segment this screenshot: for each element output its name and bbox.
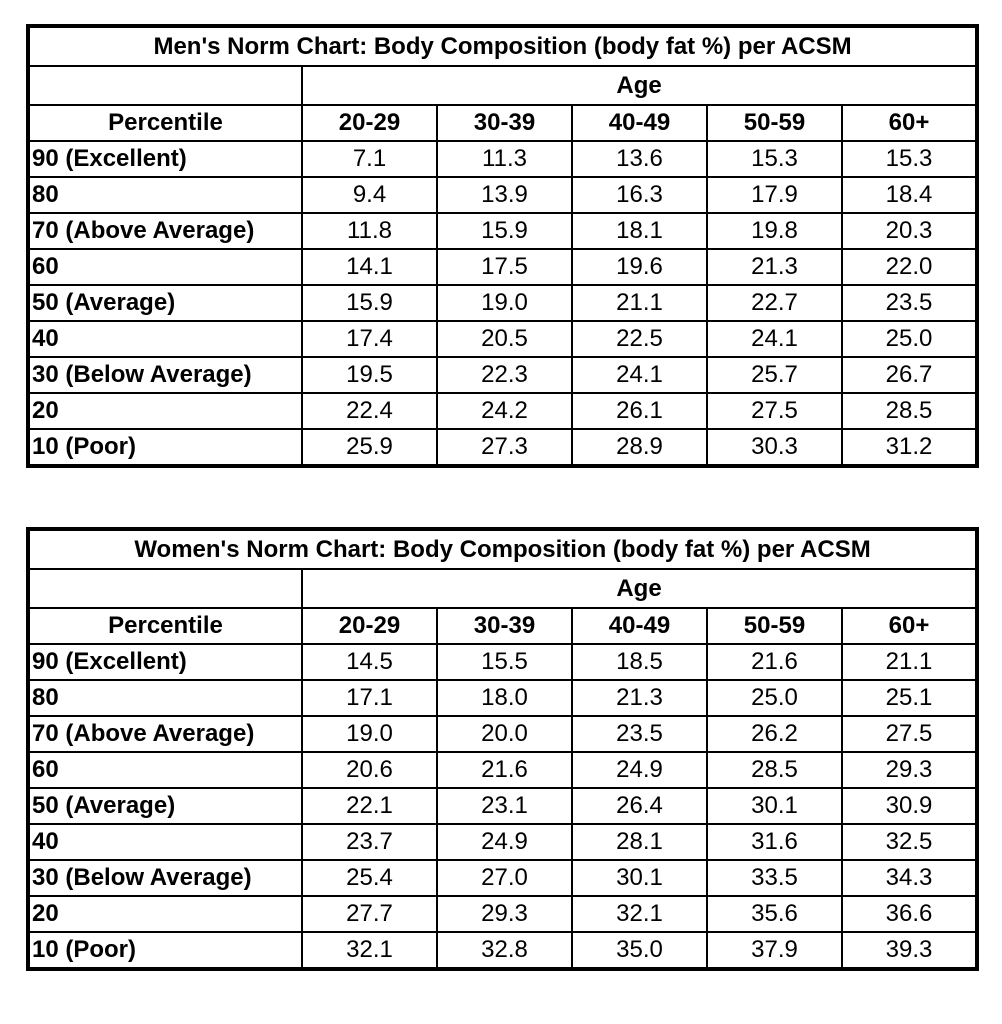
body-fat-value-cell: 22.5: [572, 321, 707, 357]
percentile-cell: 50 (Average): [28, 788, 302, 824]
table-row: [28, 896, 977, 932]
body-fat-value-cell: 15.5: [437, 644, 572, 680]
body-fat-value-cell: 29.3: [437, 896, 572, 932]
body-fat-value-cell: 33.5: [707, 860, 842, 896]
body-fat-value-cell: 19.6: [572, 249, 707, 285]
body-fat-value-cell: 24.9: [437, 824, 572, 860]
body-fat-value-cell: 25.1: [842, 680, 977, 716]
body-fat-value-cell: 24.9: [572, 752, 707, 788]
body-fat-value-cell: 17.1: [302, 680, 437, 716]
body-fat-value-cell: 21.6: [437, 752, 572, 788]
table-row: [28, 249, 977, 285]
percentile-cell: 50 (Average): [28, 285, 302, 321]
table-row: [28, 932, 977, 969]
body-fat-value-cell: 18.0: [437, 680, 572, 716]
body-fat-value-cell: 11.8: [302, 213, 437, 249]
women-age-group-header: 40-49: [572, 608, 707, 644]
body-fat-value-cell: 22.3: [437, 357, 572, 393]
body-fat-value-cell: 23.5: [842, 285, 977, 321]
body-fat-value-cell: 39.3: [842, 932, 977, 969]
body-fat-value-cell: 19.0: [302, 716, 437, 752]
women-table-body: [28, 529, 977, 969]
body-fat-value-cell: 25.0: [707, 680, 842, 716]
body-fat-value-cell: 27.5: [707, 393, 842, 429]
percentile-cell: 70 (Above Average): [28, 213, 302, 249]
body-fat-value-cell: 24.1: [572, 357, 707, 393]
body-fat-value-cell: 27.0: [437, 860, 572, 896]
body-fat-value-cell: 20.6: [302, 752, 437, 788]
table-row: [28, 357, 977, 393]
table-row: [28, 177, 977, 213]
women-table-title: Women's Norm Chart: Body Composition (body fat %) per ACSM: [28, 529, 977, 569]
body-fat-value-cell: 18.1: [572, 213, 707, 249]
men-age-group-header: 30-39: [437, 105, 572, 141]
body-fat-value-cell: 14.5: [302, 644, 437, 680]
body-fat-value-cell: 32.1: [572, 896, 707, 932]
percentile-cell: 10 (Poor): [28, 932, 302, 969]
body-fat-value-cell: 30.3: [707, 429, 842, 466]
men-age-group-header: 50-59: [707, 105, 842, 141]
body-fat-value-cell: 32.1: [302, 932, 437, 969]
men-table-body: [28, 26, 977, 466]
body-fat-value-cell: 13.9: [437, 177, 572, 213]
body-fat-value-cell: 25.4: [302, 860, 437, 896]
percentile-cell: 10 (Poor): [28, 429, 302, 466]
body-fat-value-cell: 21.6: [707, 644, 842, 680]
table-row: [28, 213, 977, 249]
percentile-cell: 70 (Above Average): [28, 716, 302, 752]
body-fat-value-cell: 17.5: [437, 249, 572, 285]
table-row: [28, 716, 977, 752]
body-fat-value-cell: 19.5: [302, 357, 437, 393]
percentile-cell: 20: [28, 393, 302, 429]
body-fat-value-cell: 9.4: [302, 177, 437, 213]
body-fat-value-cell: 32.5: [842, 824, 977, 860]
body-fat-value-cell: 29.3: [842, 752, 977, 788]
body-fat-value-cell: 18.5: [572, 644, 707, 680]
women-percentile-header: Percentile: [28, 608, 302, 644]
body-fat-value-cell: 11.3: [437, 141, 572, 177]
body-fat-value-cell: 26.4: [572, 788, 707, 824]
men-age-group-header: 60+: [842, 105, 977, 141]
body-fat-value-cell: 22.1: [302, 788, 437, 824]
body-fat-value-cell: 19.0: [437, 285, 572, 321]
table-row: [28, 680, 977, 716]
body-fat-value-cell: 15.3: [842, 141, 977, 177]
body-fat-value-cell: 21.1: [842, 644, 977, 680]
body-fat-value-cell: 34.3: [842, 860, 977, 896]
percentile-cell: 90 (Excellent): [28, 141, 302, 177]
men-percentile-header: Percentile: [28, 105, 302, 141]
body-fat-value-cell: 36.6: [842, 896, 977, 932]
body-fat-value-cell: 23.7: [302, 824, 437, 860]
women-age-group-header: 50-59: [707, 608, 842, 644]
women-age-group-header: 60+: [842, 608, 977, 644]
body-fat-value-cell: 23.5: [572, 716, 707, 752]
body-fat-value-cell: 17.4: [302, 321, 437, 357]
body-fat-value-cell: 14.1: [302, 249, 437, 285]
body-fat-value-cell: 15.9: [437, 213, 572, 249]
body-fat-value-cell: 27.5: [842, 716, 977, 752]
body-fat-value-cell: 25.7: [707, 357, 842, 393]
table-row: [28, 393, 977, 429]
women-age-blank-cell: [28, 569, 302, 608]
percentile-cell: 40: [28, 824, 302, 860]
men-table-title: Men's Norm Chart: Body Composition (body fat %) per ACSM: [28, 26, 977, 66]
body-fat-value-cell: 27.3: [437, 429, 572, 466]
percentile-cell: 80: [28, 177, 302, 213]
men-norm-table: [26, 24, 979, 468]
body-fat-value-cell: 21.1: [572, 285, 707, 321]
table-row: [28, 824, 977, 860]
body-fat-value-cell: 35.6: [707, 896, 842, 932]
body-fat-value-cell: 16.3: [572, 177, 707, 213]
table-row: [28, 860, 977, 896]
body-fat-value-cell: 24.1: [707, 321, 842, 357]
men-age-group-header: 20-29: [302, 105, 437, 141]
body-fat-value-cell: 28.1: [572, 824, 707, 860]
body-fat-value-cell: 21.3: [572, 680, 707, 716]
body-fat-value-cell: 22.0: [842, 249, 977, 285]
women-age-header: Age: [302, 569, 977, 608]
body-fat-value-cell: 35.0: [572, 932, 707, 969]
body-fat-value-cell: 28.5: [842, 393, 977, 429]
percentile-cell: 90 (Excellent): [28, 644, 302, 680]
women-age-group-header: 20-29: [302, 608, 437, 644]
percentile-cell: 30 (Below Average): [28, 357, 302, 393]
body-fat-value-cell: 32.8: [437, 932, 572, 969]
body-fat-value-cell: 20.3: [842, 213, 977, 249]
body-fat-value-cell: 15.9: [302, 285, 437, 321]
percentile-cell: 60: [28, 752, 302, 788]
table-row: [28, 141, 977, 177]
body-fat-value-cell: 26.7: [842, 357, 977, 393]
body-fat-value-cell: 30.1: [572, 860, 707, 896]
body-fat-value-cell: 26.1: [572, 393, 707, 429]
table-row: [28, 285, 977, 321]
table-row: [28, 429, 977, 466]
men-age-group-header: 40-49: [572, 105, 707, 141]
body-fat-value-cell: 18.4: [842, 177, 977, 213]
body-fat-value-cell: 22.7: [707, 285, 842, 321]
body-fat-value-cell: 31.2: [842, 429, 977, 466]
percentile-cell: 40: [28, 321, 302, 357]
table-row: [28, 752, 977, 788]
body-fat-value-cell: 26.2: [707, 716, 842, 752]
body-fat-value-cell: 17.9: [707, 177, 842, 213]
body-fat-value-cell: 31.6: [707, 824, 842, 860]
table-row: [28, 788, 977, 824]
body-fat-value-cell: 24.2: [437, 393, 572, 429]
body-fat-value-cell: 15.3: [707, 141, 842, 177]
body-fat-value-cell: 28.5: [707, 752, 842, 788]
women-norm-table: [26, 527, 979, 971]
body-fat-value-cell: 25.9: [302, 429, 437, 466]
body-fat-value-cell: 27.7: [302, 896, 437, 932]
percentile-cell: 80: [28, 680, 302, 716]
women-age-group-header: 30-39: [437, 608, 572, 644]
table-row: [28, 321, 977, 357]
percentile-cell: 20: [28, 896, 302, 932]
body-fat-value-cell: 30.9: [842, 788, 977, 824]
body-fat-value-cell: 37.9: [707, 932, 842, 969]
men-age-blank-cell: [28, 66, 302, 105]
body-fat-value-cell: 20.0: [437, 716, 572, 752]
men-age-header: Age: [302, 66, 977, 105]
percentile-cell: 60: [28, 249, 302, 285]
body-fat-value-cell: 19.8: [707, 213, 842, 249]
table-row: [28, 644, 977, 680]
body-fat-value-cell: 22.4: [302, 393, 437, 429]
body-fat-value-cell: 25.0: [842, 321, 977, 357]
body-fat-value-cell: 13.6: [572, 141, 707, 177]
body-fat-value-cell: 7.1: [302, 141, 437, 177]
body-fat-value-cell: 20.5: [437, 321, 572, 357]
body-fat-value-cell: 28.9: [572, 429, 707, 466]
body-fat-value-cell: 30.1: [707, 788, 842, 824]
percentile-cell: 30 (Below Average): [28, 860, 302, 896]
body-fat-value-cell: 21.3: [707, 249, 842, 285]
body-fat-value-cell: 23.1: [437, 788, 572, 824]
